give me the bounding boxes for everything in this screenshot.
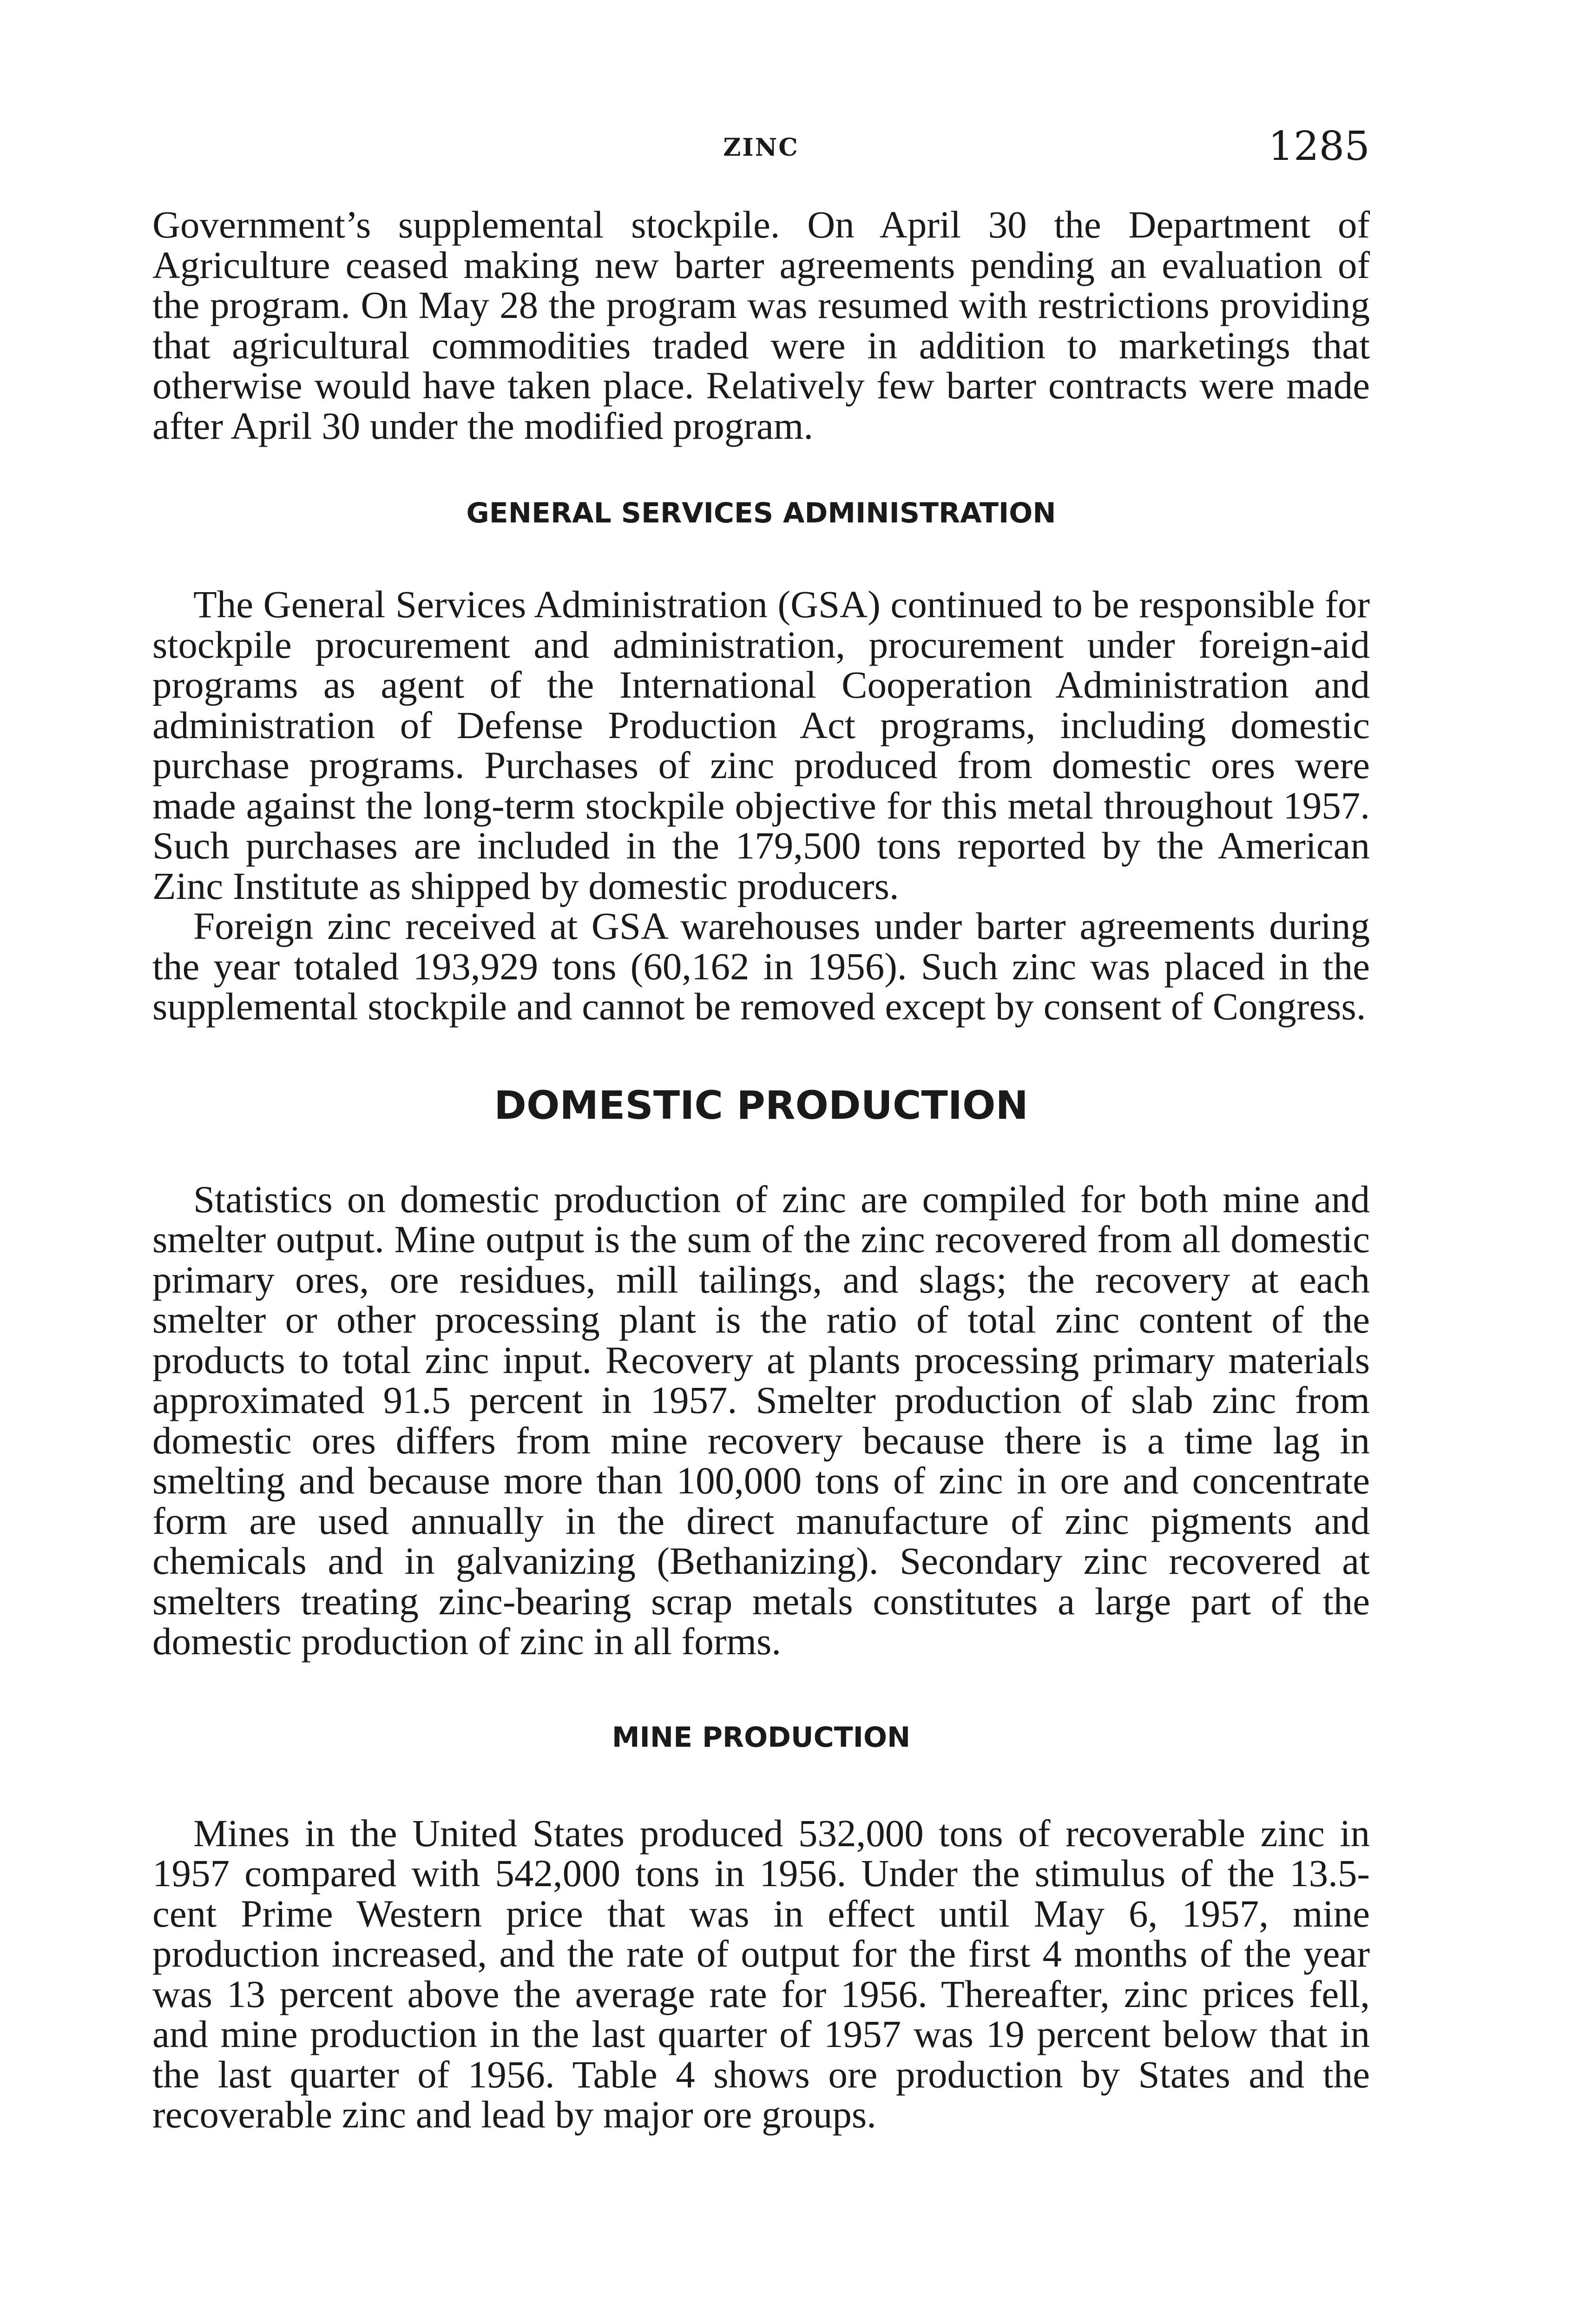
section-heading-gsa: GENERAL SERVICES ADMINISTRATION xyxy=(466,497,1056,529)
paragraph-mine-production: Mines in the United States produced 532,000 tons of recoverable zinc in 1957 compared with 542,000 tons in 1956. Under the stimulus of the 13.5-cent Prime Western price that was in effect until May 6, 1957, mine production increased, and the rate of output for the first 4 months of the year was 13 percent above the average rate for 1956. Thereafter, zinc prices fell, and mine production in the last quarter of 1957 was 19 percent below that in the last quarter of 1956. Table 4 shows ore production by States and the recoverable zinc and lead by major ore groups. xyxy=(152,1811,1370,2136)
section-heading-mine-production: MINE PRODUCTION xyxy=(612,1721,911,1754)
page-number: 1285 xyxy=(1268,123,1370,170)
body-text xyxy=(152,205,1370,2135)
running-title: ZINC xyxy=(723,133,799,162)
paragraph-gsa-2: Foreign zinc received at GSA warehouses under barter agreements during the year totaled 193,929 tons (60,162 in 1956). Such zinc was placed in the supplemental stockpile and cannot be removed except by consent of Congress. xyxy=(152,905,1370,1028)
paragraph-gsa-1: The General Services Administration (GSA) continued to be responsible for stockpile procurement and administration, procurement under foreign-aid programs as agent of the International Cooperation Administration and administration of Defense Production Act programs, including domestic purchase programs. Purchases of zinc produced from domestic ores were made against the long-term stockpile objective for this metal throughout 1957. Such purchases are included in the 179,500 tons reported by the American Zinc Institute as shipped by domestic producers. xyxy=(152,583,1370,907)
section-heading-domestic-production: DOMESTIC PRODUCTION xyxy=(494,1082,1028,1128)
paragraph-domestic-production: Statistics on domestic production of zinc are compiled for both mine and smelter output. Mine output is the sum of the zinc recovered from all domestic primary ores, ore residues, mill tailings, and slags; the recovery at each smelter or other processing plant is the ratio of total zinc content of the products to total zinc input. Recovery at plants processing primary materials approximated 91.5 percent in 1957. Smelter production of slab zinc from domestic ores differs from mine recovery because there is a time lag in smelting and because more than 100,000 tons of zinc in ore and concentrate form are used annually in the direct manufacture of zinc pigments and chemicals and in galvanizing (Bethanizing). Secondary zinc recovered at smelters treating zinc-bearing scrap metals constitutes a large part of the domestic production of zinc in all forms. xyxy=(152,1177,1370,1663)
paragraph-continued: Government’s supplemental stockpile. On April 30 the Department of Agriculture ceased making new barter agreements pending an evaluation of the program. On May 28 the program was resumed with restrictions providing that agricultural commodities traded were in addition to marketings that otherwise would have taken place. Relatively few barter contracts were made after April 30 under the modified program. xyxy=(152,203,1370,447)
running-head xyxy=(152,123,1370,184)
